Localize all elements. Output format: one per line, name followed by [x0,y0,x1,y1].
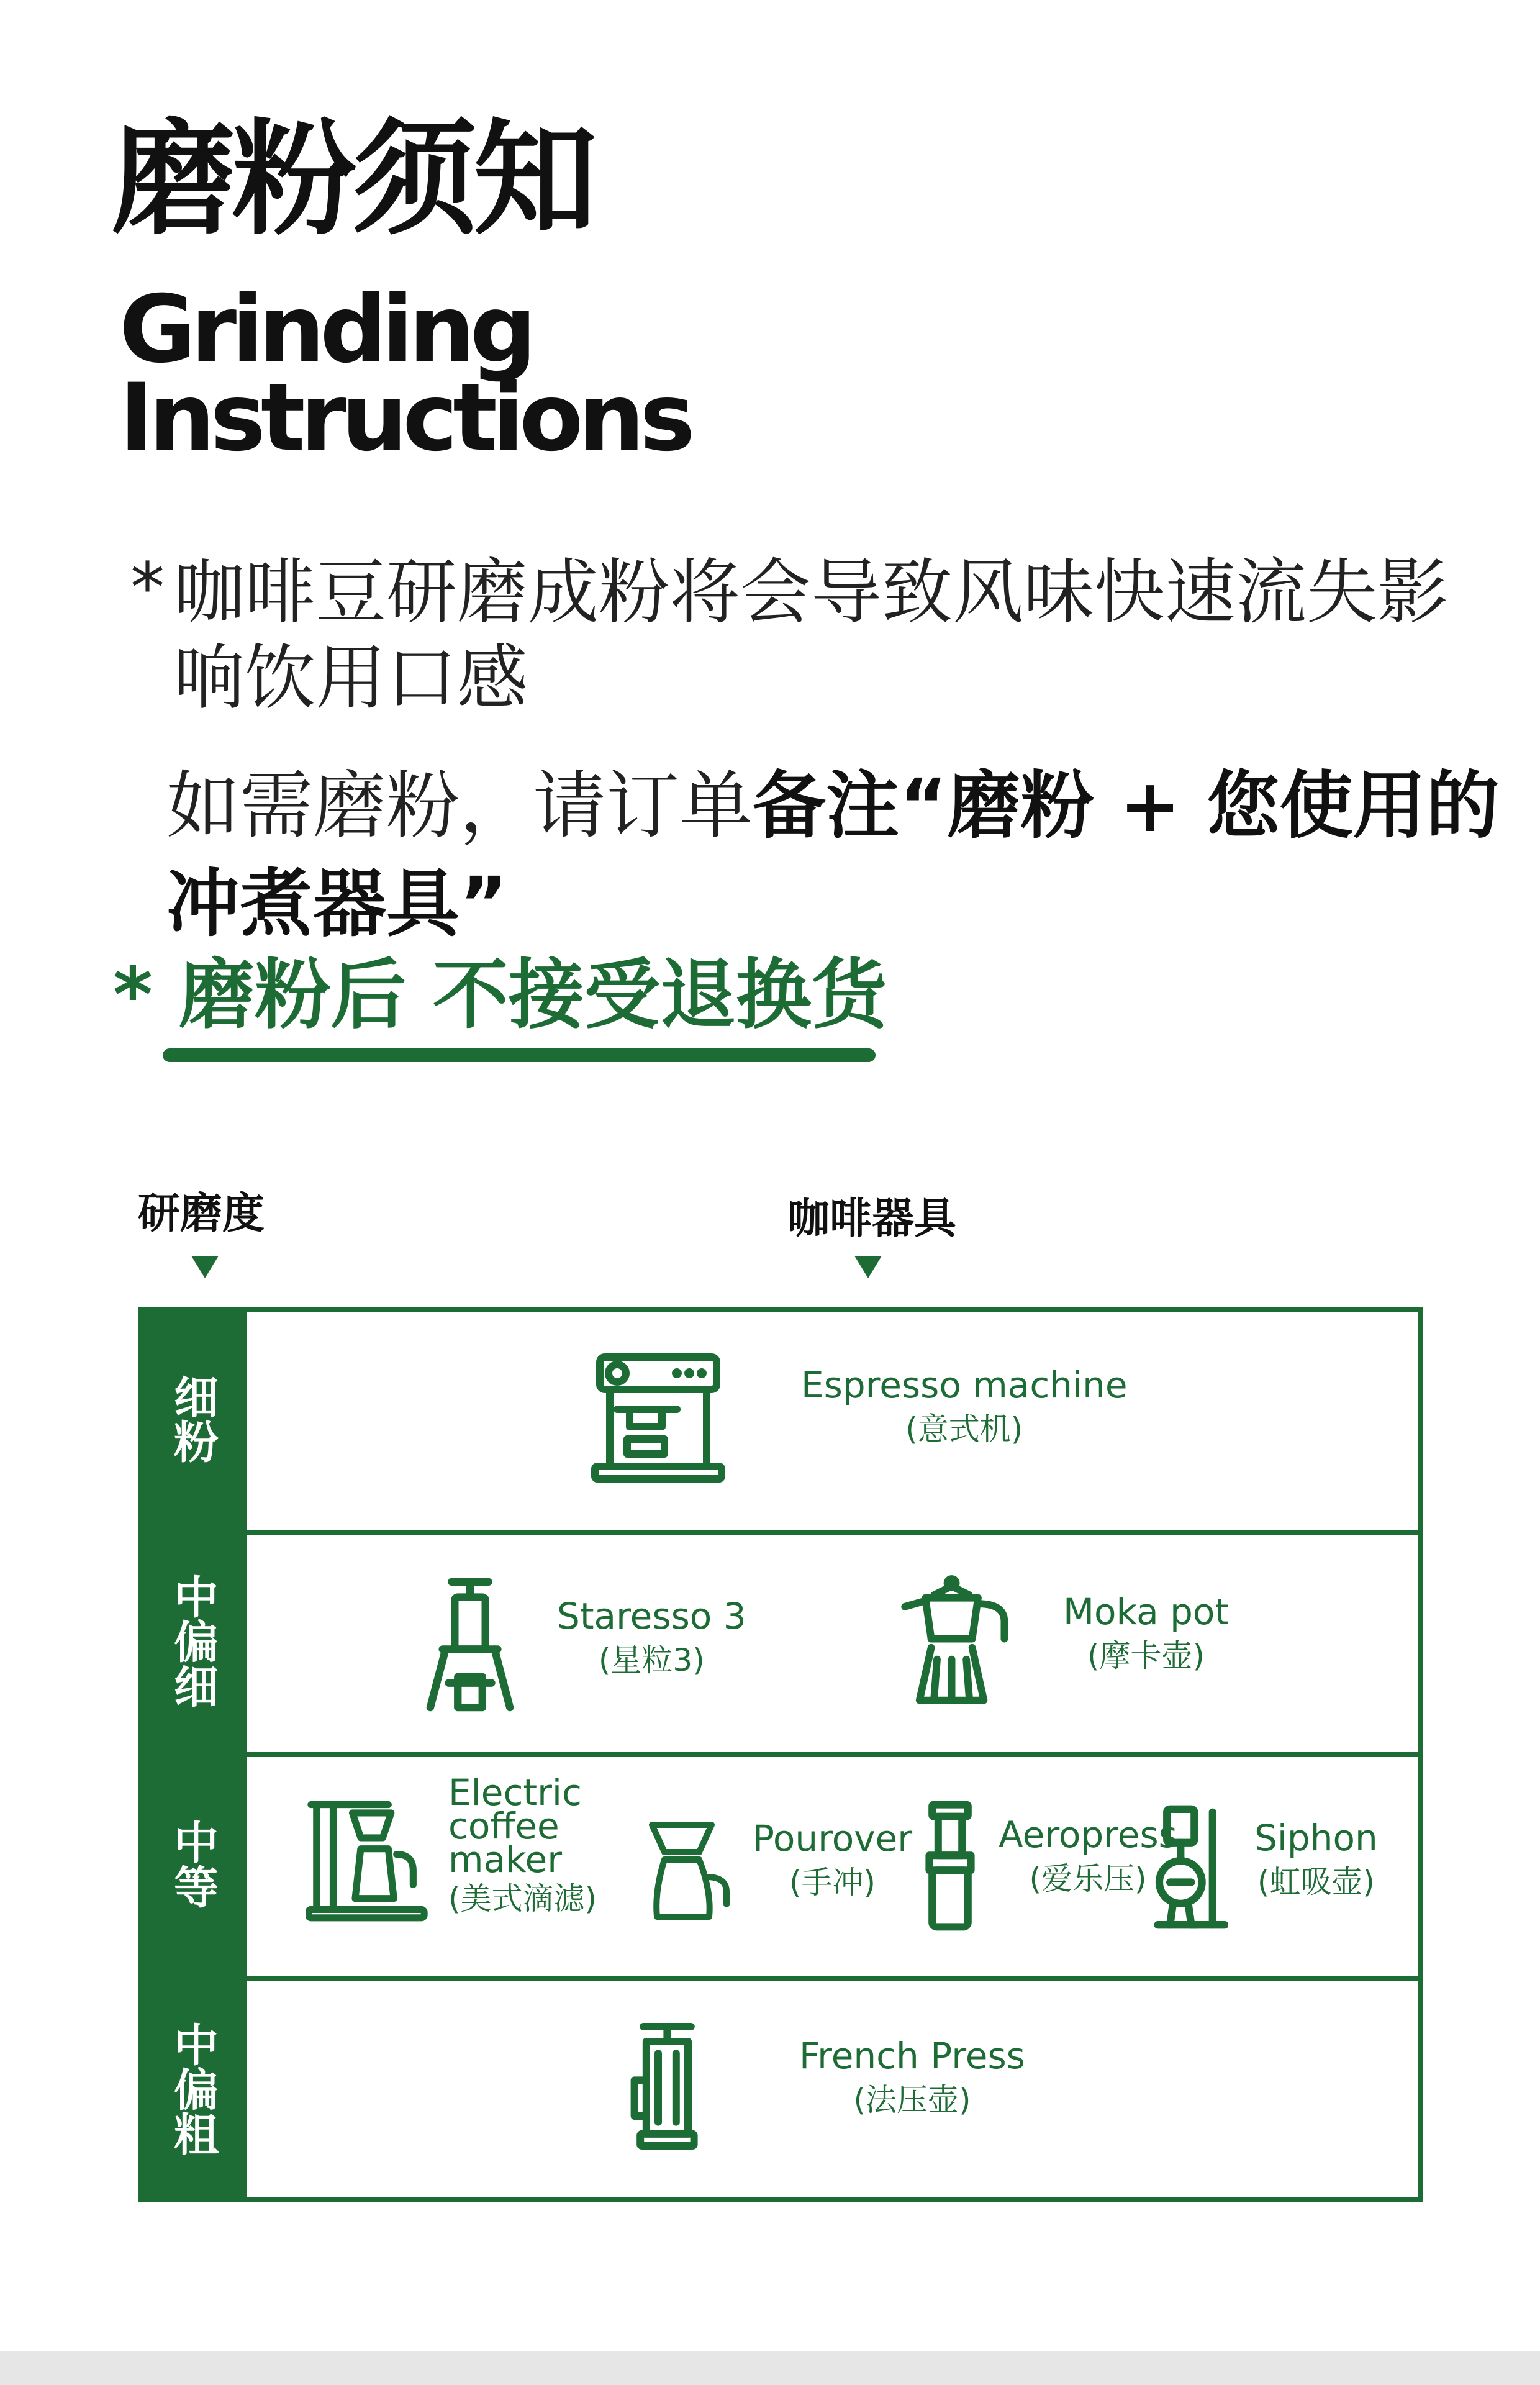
moka-pot-icon [895,1574,1020,1706]
no-return-warning: * 磨粉后 不接受退换货 [113,951,887,1039]
pourover-icon [647,1817,734,1922]
equipment-name-cn: (爱乐压) [1029,1861,1147,1897]
aeropress-icon [920,1798,980,1933]
equipment-name-en-line-1: Electric [448,1771,582,1814]
grind-level-arrow-icon [191,1256,219,1278]
french-press-icon [628,2020,703,2152]
bottom-bar [0,2351,1540,2385]
equipment-moka-pot [895,1574,1229,1706]
order-instruction-bold: 备注“磨粉 + 您使用的冲煮器具” [166,763,1500,947]
page-title-en [119,276,691,472]
level-text: 中偏粗 [166,2022,219,2156]
equipment-name-cn: (意式机) [905,1411,1023,1447]
equipment-drip-coffee-maker [306,1771,597,1922]
order-instruction [166,756,1508,953]
equipment-name-cn: (虹吸壶) [1257,1864,1375,1900]
level-label-medium-coarse [138,1976,247,2202]
equipment-name-en-line-3: maker [448,1838,563,1881]
equipment-arrow-icon [854,1256,882,1278]
warning-underline [163,1048,876,1062]
equipment-name-en: Siphon [1254,1817,1378,1859]
title-en-line-2: Instructions [119,364,691,472]
level-text: 细粉 [166,1374,219,1463]
equipment-staresso [424,1576,746,1714]
staresso-icon [424,1576,517,1714]
siphon-icon [1151,1803,1228,1931]
title-en-line-1: Grinding [119,276,532,384]
level-text: 中偏细 [166,1574,219,1708]
pourover-label [753,1817,912,1905]
grind-level-header: 研磨度 [138,1189,265,1238]
equipment-name-en: Aeropress [999,1814,1177,1856]
equipment-header: 咖啡器具 [787,1194,957,1243]
drip-coffee-maker-icon [306,1792,430,1922]
french-press-label [799,2034,1025,2122]
level-label-medium [138,1752,247,1976]
equipment-aeropress [920,1798,1177,1933]
equipment-name-en: Espresso machine [801,1364,1128,1406]
aeropress-label [999,1813,1177,1901]
equipment-french-press [628,2020,1025,2152]
note-text: 咖啡豆研磨成粉将会导致风味快速流失影响饮用口感 [174,551,1449,719]
equipment-name-cn: (美式滴滤) [448,1881,597,1917]
moka-pot-label [1063,1590,1229,1678]
equipment-name-en-line-2: coffee [448,1805,559,1847]
equipment-name-cn: (手冲) [789,1865,876,1901]
note-asterisk: * [130,548,165,627]
order-instruction-plain: 如需磨粉，请订单 [166,763,753,848]
espresso-machine-label [801,1363,1128,1451]
equipment-name-en: Staresso 3 [557,1595,746,1637]
equipment-siphon [1151,1803,1378,1931]
level-label-medium-fine [138,1530,247,1752]
drip-coffee-maker-label [448,1771,597,1921]
equipment-name-cn: (星粒3) [598,1642,705,1678]
level-label-fine [138,1307,247,1530]
equipment-name-en: Pourover [753,1817,913,1860]
grind-table [138,1307,1423,2202]
equipment-name-cn: (法压壶) [853,2082,971,2118]
equipment-name-en: Moka pot [1063,1591,1230,1633]
level-text: 中等 [166,1819,219,1909]
equipment-espresso-machine [590,1350,1128,1486]
equipment-pourover [647,1817,912,1922]
espresso-machine-icon [590,1350,727,1486]
flavor-note [130,550,1509,721]
page-title-cn: 磨粉须知 [112,107,594,252]
siphon-label [1254,1816,1378,1904]
equipment-name-cn: (摩卡壶) [1087,1638,1205,1674]
equipment-name-en: French Press [799,2035,1025,2077]
staresso-label [557,1594,746,1683]
